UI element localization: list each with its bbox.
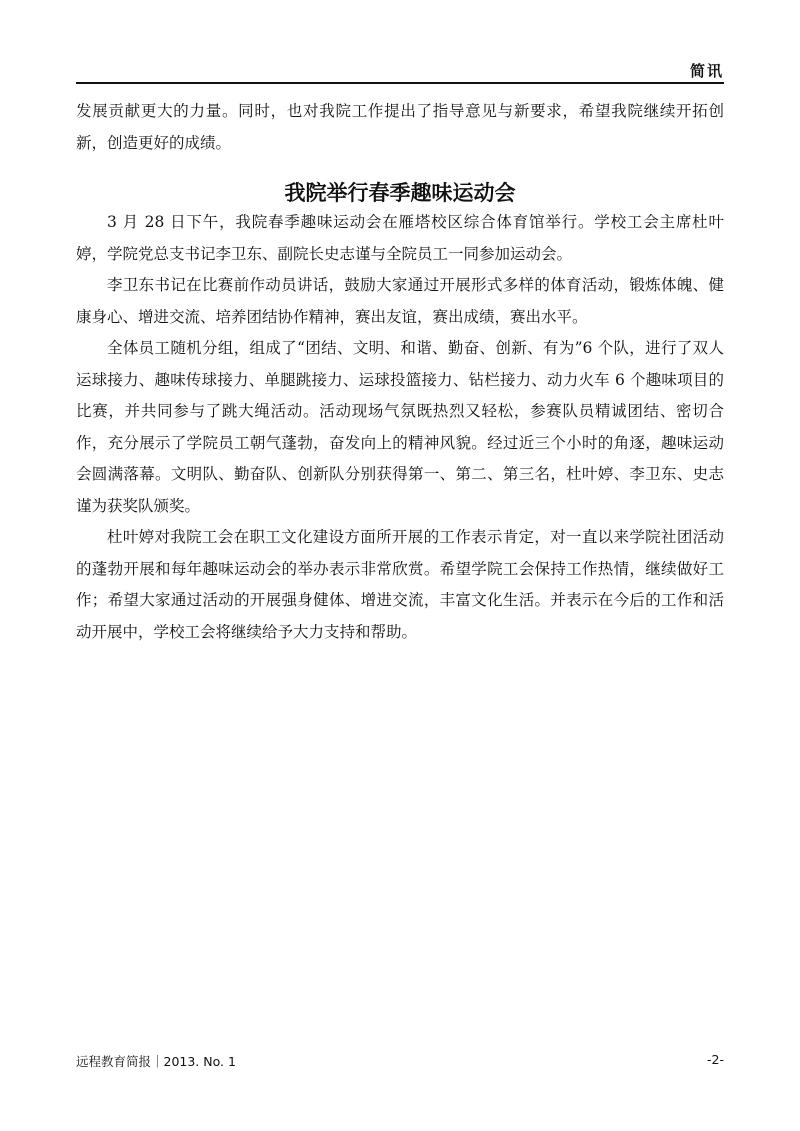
article-title: 我院举行春季趣味运动会 [284,181,516,205]
article-paragraph: 李卫东书记在比赛前作动员讲话，鼓励大家通过开展形式多样的体育活动，锻炼体魄、健康身心、增进交流、培养团结协作精神，赛出友谊，赛出成绩，赛出水平。 [76,276,724,326]
article-paragraph: 3 月 28 日下午，我院春季趣味运动会在雁塔校区综合体育馆举行。学校工会主席杜叶婷，学院党总支书记李卫东、副院长史志谨与全院员工一同参加运动会。 [76,213,724,263]
article-paragraph: 杜叶婷对我院工会在职工文化建设方面所开展的工作表示肯定，对一直以来学院社团活动的蓬勃开展和每年趣味运动会的举办表示非常欣赏。希望学院工会保持工作热情，继续做好工作；希望大家通过活动的开展强身健体、增进交流，丰富文化生活。并表示在今后的工作和活动开展中，学校工会将继续给予大力支持和帮助。 [76,528,724,641]
page-number: -2- [707,1052,724,1067]
page-content [76,96,724,648]
publication-info: 远程教育简报｜2013. No. 1 [76,1054,236,1069]
continued-paragraph: 发展贡献更大的力量。同时，也对我院工作提出了指导意见与新要求，希望我院继续开拓创新，创造更好的成绩。 [76,102,724,152]
section-label: 简讯 [689,62,724,80]
header-divider [76,82,724,84]
article-paragraph: 全体员工随机分组，组成了“团结、文明、和谐、勤奋、创新、有为”6 个队，进行了双人运球接力、趣味传球接力、单腿跳接力、运球投篮接力、钻栏接力、动力火车 6 个趣味项目的比赛，并共同参与了跳大绳活动。活动现场气氛既热烈又轻松，参赛队员精诚团结、密切合作，充分展示了学院员工朝气蓬勃，奋发向上的精神风貌。经过近三个小时的角逐，趣味运动会圆满落幕。文明队、勤奋队、创新队分别获得第一、第二、第三名，杜叶婷、李卫东、史志谨为获奖队颁奖。 [76,339,724,515]
